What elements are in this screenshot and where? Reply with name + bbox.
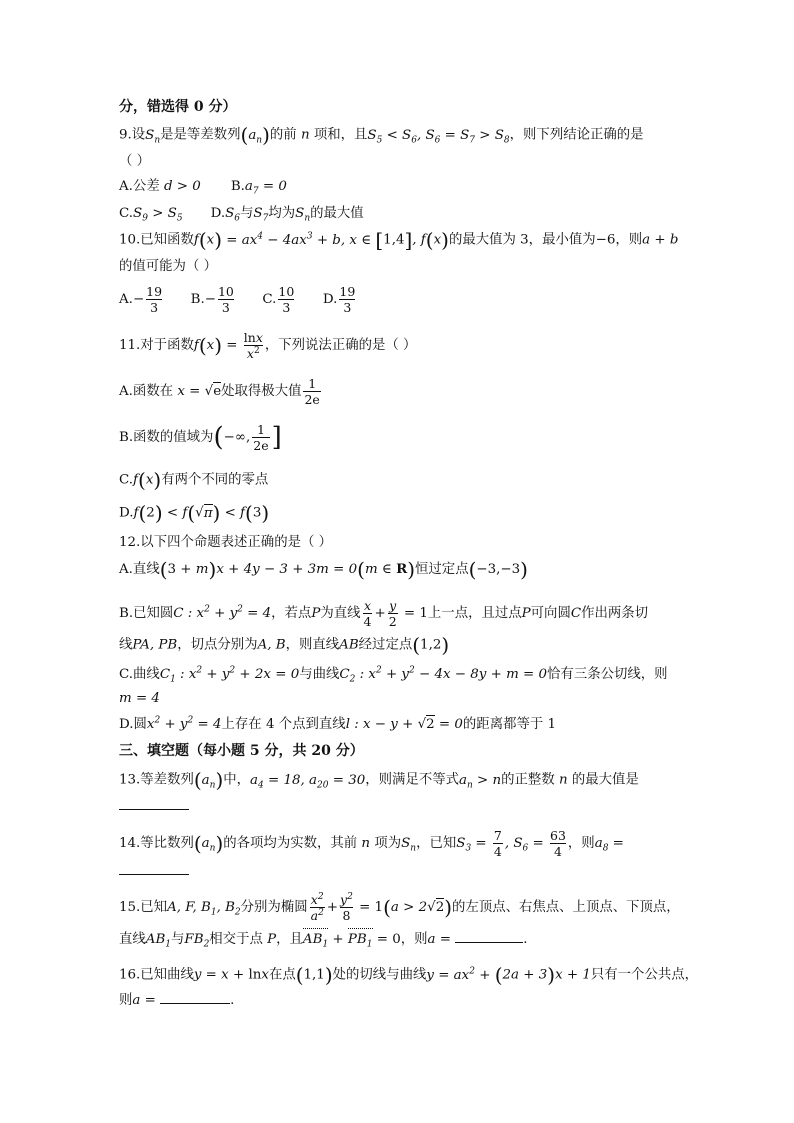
question-12-option-a: A.直线(3 + m)x + 4y − 3 + 3m = 0(m ∈ R)恒过定点(−3,−3) [119,557,528,582]
section-tail-heading: 分，错选得 0 分） [119,99,237,115]
question-12-option-d: D.圆$x^2 + y^2 = 4$上存在 4 个点到直线l : x − y + √2 = 0的距离都等于 1 [119,715,557,732]
answer-blank[interactable] [119,797,189,810]
question-9: 9.设$S_n$是是等差数列$(a_n)$的前 n 项和，且$S_5 < S_6$, $S_6 = S_7 > S_8$，则下列结论正确的是 [119,123,644,147]
question-12-option-b-line2: 线PA, PB，切点分别为A, B，则直线AB经过定点(1,2) [119,633,450,657]
answer-blank[interactable] [160,991,230,1004]
question-16-line2: 则a = . [119,993,235,1008]
question-12: 12.以下四个命题表述正确的是（ ） [119,535,333,550]
question-9-options-cd: $C.S_9 > S_5$ $D.S_6$与$S_7$均为$S_n$的最大值 [119,206,364,224]
question-9-options-ab: A.公差 d > 0 $B.a_7 = 0$ [119,179,287,197]
answer-blank[interactable] [119,862,189,875]
question-16: 16.已知曲线y = x + lnx在点(1,1)处的切线与曲线$y = ax^2 + (2a + 3)x + 1$只有一个公共点， [119,963,699,987]
question-10: 10.已知函数$f(x) = ax^4 - 4ax^3 + b$, x ∈ [1,4], f(x)的最大值为 3，最小值为−6，则a + b [119,228,679,252]
question-11-option-a: A.函数在 x = √e处取得极大值 $\frac{1}{2e}$ [119,376,320,407]
answer-blank[interactable] [455,930,523,943]
question-9-paren: （ ） [119,154,151,169]
question-11-option-d: D.f(2) < f(√π) < f(3) [119,501,270,525]
question-12-option-c: C.曲线$C_1$ : $x^2 + y^2 + 2x = 0$与曲线$C_2$ : $x^2 + y^2 - 4x - 8y + m = 0$恰有三条公切线，则 [119,665,668,685]
question-14: 14.等比数列$(a_n)$的各项均为实数，其前 n 项为$S_n$，已知$S_3$ = $\frac{7}{4}$ , $S_6$ = $\frac{63}{4}$ ，则$a_8$ = [119,828,624,859]
question-10-line2: 的值可能为（ ） [119,259,217,274]
question-12-option-b: B.已知圆C : $x^2 + y^2 = 4$，若点P为直线 $\frac{x}{4}$ + $\frac{y}{2}$ = 1上一点，且过点P可向圆C作出两条切 [119,598,649,629]
question-12-option-c-line2: m = 4 [119,691,160,706]
question-11-option-c: C.f(x)有两个不同的零点 [119,468,269,492]
section-3-heading: 三、填空题（每小题 5 分，共 20 分） [119,743,364,759]
question-15: 15.已知A, F, $B_1$, $B_2$分别为椭圆 $\frac{x^2}{a^2}$ + $\frac{y^2}{8}$ = 1(a > 2√2)的左顶点、右焦点、上顶点、下顶点， [119,891,680,923]
question-10-options: A.− $\frac{19}{3}$ B.− $\frac{10}{3}$ C. $\frac{10}{3}$ D. $\frac{19}{3}$ [119,284,356,315]
question-15-line2: 直线$AB_1$与$FB_2$相交于点 P，且$AB_1 + PB_1 = 0$，则a = . [119,932,528,950]
question-14-answer-line [119,862,189,881]
question-11-option-b: B.函数的值域为(−∞, $\frac{1}{2e}$ ] [119,422,282,453]
question-13: 13.等差数列$(a_n)$中，$a_4 = 18$, $a_{20} = 30$，则满足不等式$a_n > n$的正整数 n 的最大值是 [119,768,639,792]
question-13-answer-line [119,797,189,816]
question-11: 11.对于函数f(x) = $\frac{\ln x}{x^2}$ ，下列说法正确的是（ ） [119,330,417,361]
